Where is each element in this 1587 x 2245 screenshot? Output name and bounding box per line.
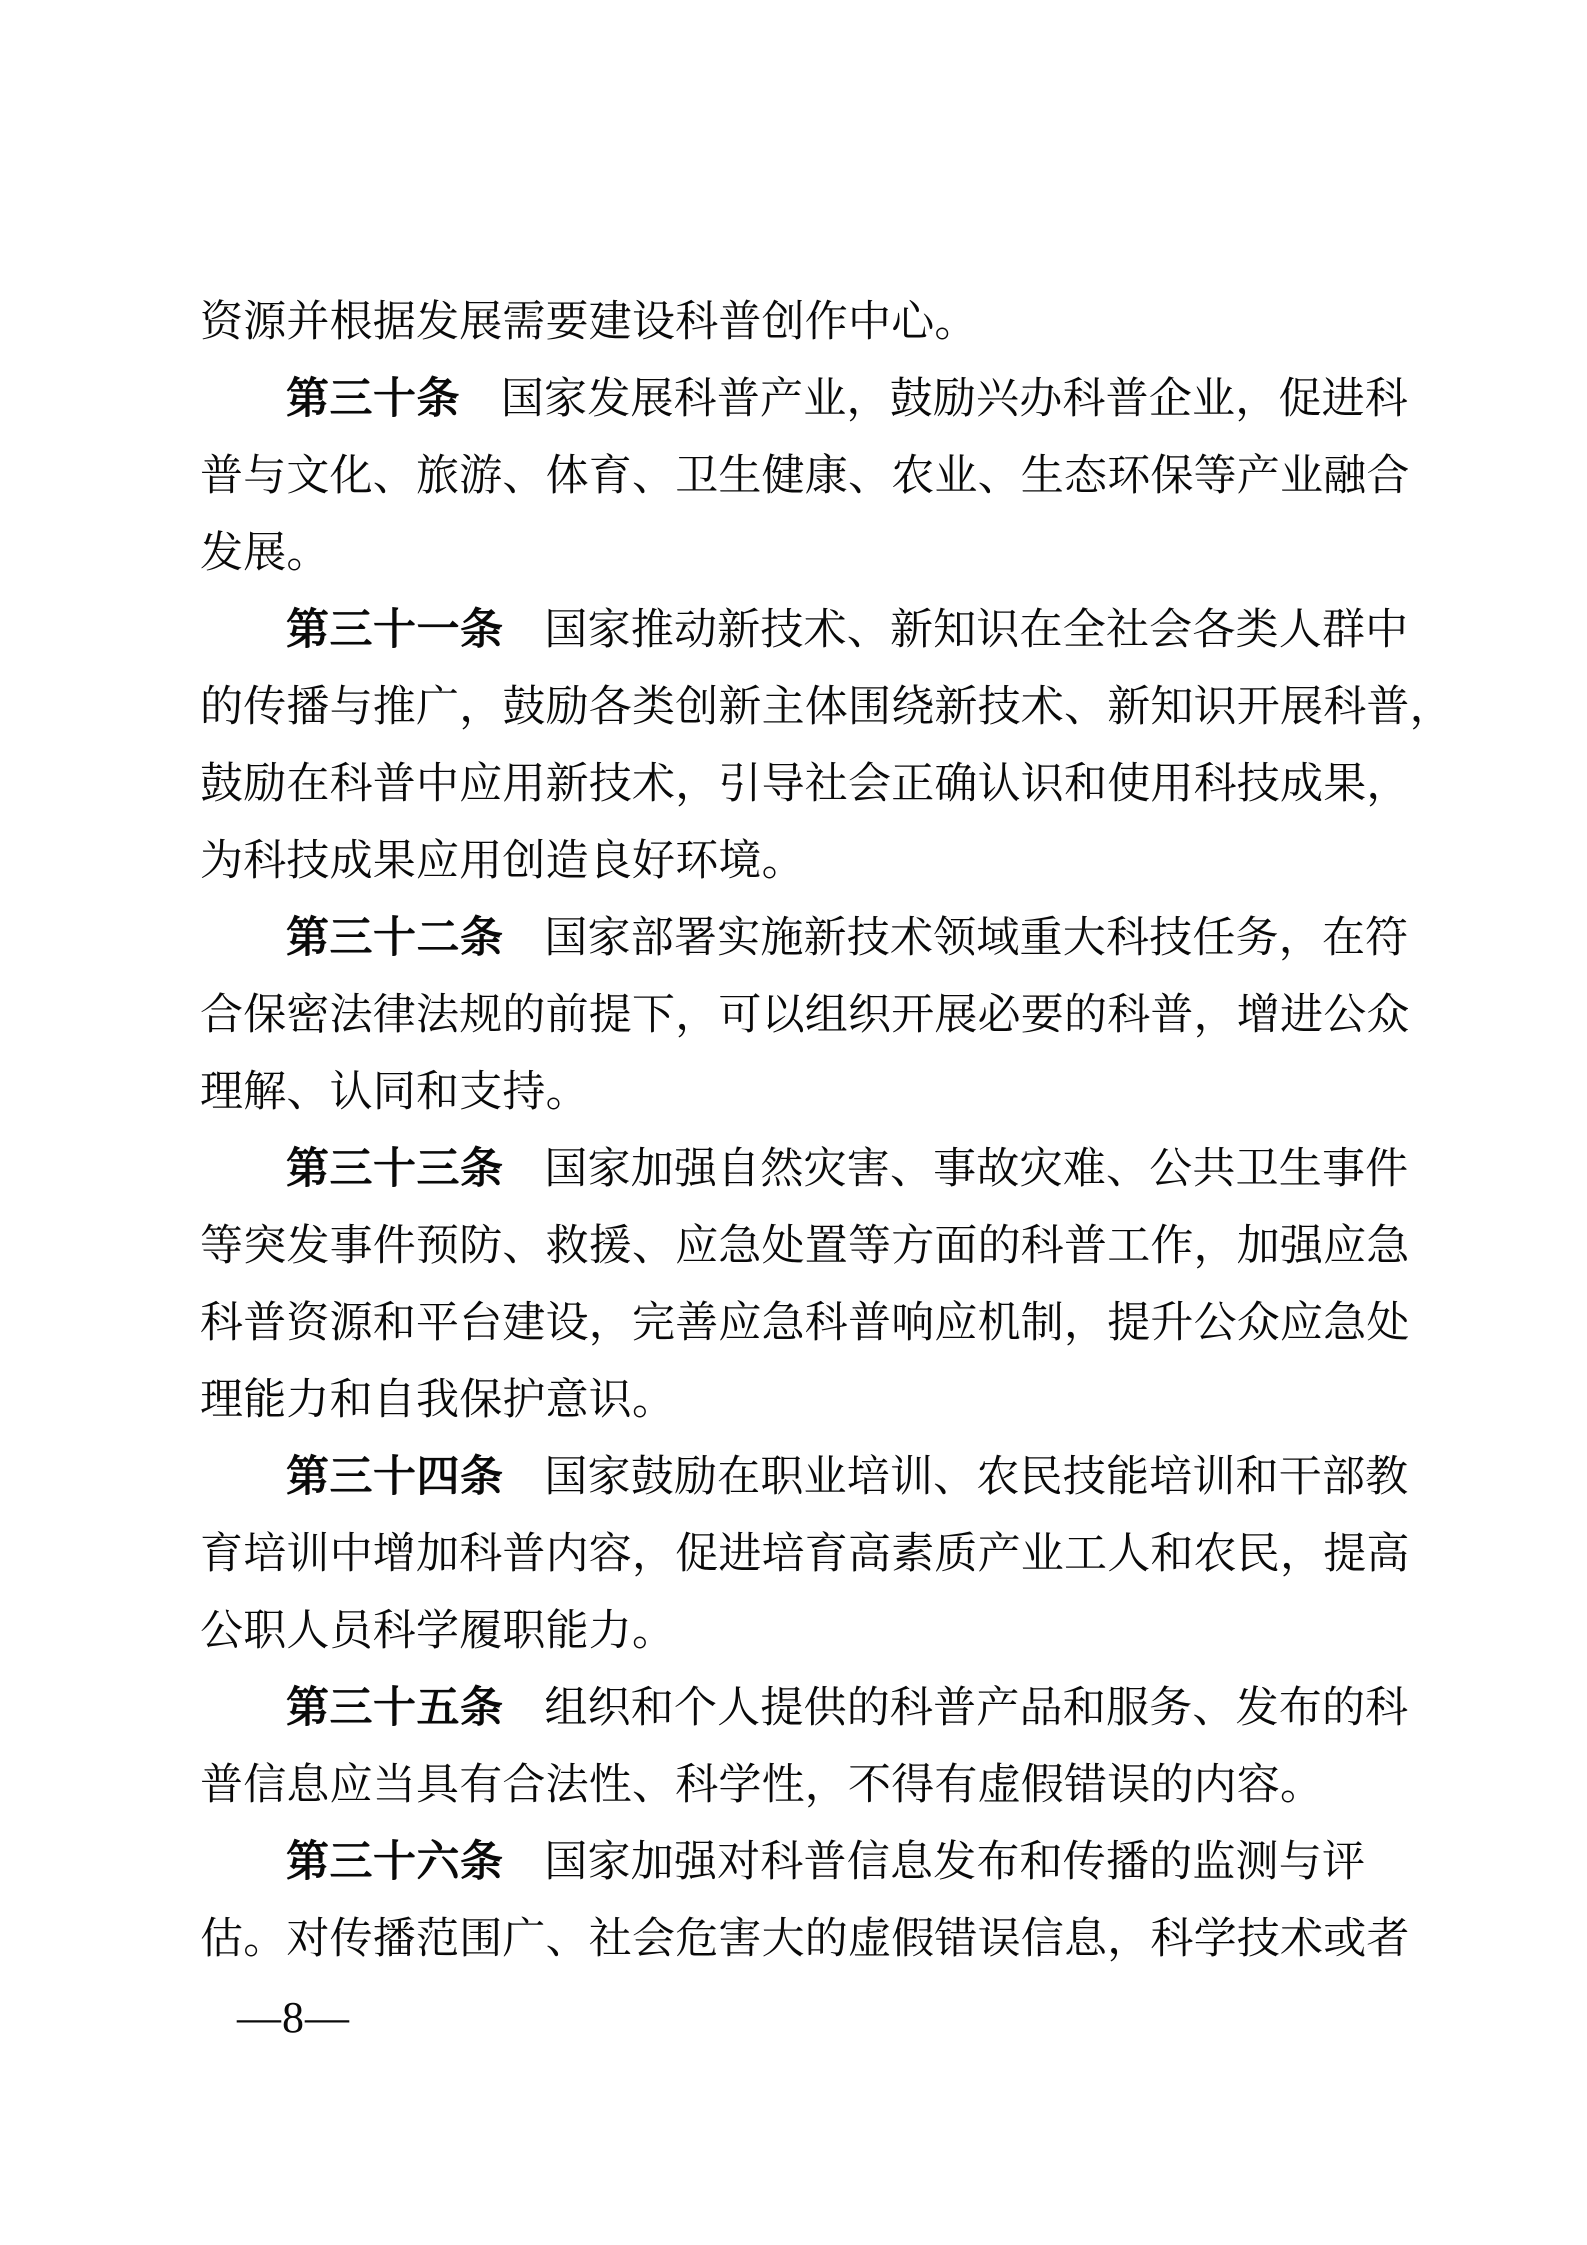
line-text: 普与文化、旅游、体育、卫生健康、农业、生态环保等产业融合 xyxy=(200,453,1410,500)
text-line xyxy=(200,669,1460,746)
text-line xyxy=(200,1516,1460,1593)
article-number: 第三十四条 xyxy=(286,1453,504,1501)
text-line xyxy=(200,1362,1460,1439)
line-text: 普信息应当具有合法性、科学性，不得有虚假错误的内容。 xyxy=(200,1762,1324,1809)
article-heading-line xyxy=(200,1439,1460,1516)
article-number: 第三十五条 xyxy=(286,1684,504,1732)
article-number: 第三十二条 xyxy=(286,914,504,962)
text-line xyxy=(200,1901,1460,1978)
article-heading-line xyxy=(200,361,1460,438)
line-text: 估。对传播范围广、社会危害大的虚假错误信息，科学技术或者 xyxy=(200,1916,1410,1963)
text-line xyxy=(200,1747,1460,1824)
line-text: 国家加强对科普信息发布和传播的监测与评 xyxy=(544,1839,1366,1886)
article-heading-line xyxy=(200,1131,1460,1208)
line-text: 育培训中增加科普内容，促进培育高素质产业工人和农民，提高 xyxy=(200,1531,1410,1578)
article-heading-line xyxy=(200,1670,1460,1747)
article-number: 第三十一条 xyxy=(286,606,504,654)
line-text: 国家部署实施新技术领域重大科技任务，在符 xyxy=(544,915,1409,962)
line-text: 的传播与推广，鼓励各类创新主体围绕新技术、新知识开展科普， xyxy=(200,684,1453,731)
text-line xyxy=(200,284,1460,361)
line-text: 为科技成果应用创造良好环境。 xyxy=(200,838,805,885)
article-number: 第三十六条 xyxy=(286,1838,504,1886)
line-text: 国家发展科普产业，鼓励兴办科普企业，促进科 xyxy=(500,376,1409,423)
line-text: 合保密法律法规的前提下，可以组织开展必要的科普，增进公众 xyxy=(200,992,1410,1039)
text-line xyxy=(200,1054,1460,1131)
text-line xyxy=(200,977,1460,1054)
text-line xyxy=(200,438,1460,515)
line-text: 国家鼓励在职业培训、农民技能培训和干部教 xyxy=(544,1454,1409,1501)
text-line xyxy=(200,1593,1460,1670)
line-text: 国家推动新技术、新知识在全社会各类人群中 xyxy=(544,607,1409,654)
line-text: 组织和个人提供的科普产品和服务、发布的科 xyxy=(544,1685,1409,1732)
text-line xyxy=(200,1208,1460,1285)
line-text: 资源并根据发展需要建设科普创作中心。 xyxy=(200,299,978,346)
text-line xyxy=(200,1285,1460,1362)
page-number: —8— xyxy=(237,1993,350,2042)
line-text: 发展。 xyxy=(200,530,330,577)
article-heading-line xyxy=(200,1824,1460,1901)
line-text: 科普资源和平台建设，完善应急科普响应机制，提升公众应急处 xyxy=(200,1300,1410,1347)
text-line xyxy=(200,515,1460,592)
document-body xyxy=(200,284,1460,1978)
line-text: 理解、认同和支持。 xyxy=(200,1069,589,1116)
line-text: 公职人员科学履职能力。 xyxy=(200,1608,676,1655)
line-text: 国家加强自然灾害、事故灾难、公共卫生事件 xyxy=(544,1146,1409,1193)
line-text: 鼓励在科普中应用新技术，引导社会正确认识和使用科技成果， xyxy=(200,761,1410,808)
text-line xyxy=(200,823,1460,900)
article-number: 第三十条 xyxy=(286,375,460,423)
line-text: 等突发事件预防、救援、应急处置等方面的科普工作，加强应急 xyxy=(200,1223,1410,1270)
article-number: 第三十三条 xyxy=(286,1145,504,1193)
line-text: 理能力和自我保护意识。 xyxy=(200,1377,676,1424)
article-heading-line xyxy=(200,592,1460,669)
text-line xyxy=(200,746,1460,823)
article-heading-line xyxy=(200,900,1460,977)
